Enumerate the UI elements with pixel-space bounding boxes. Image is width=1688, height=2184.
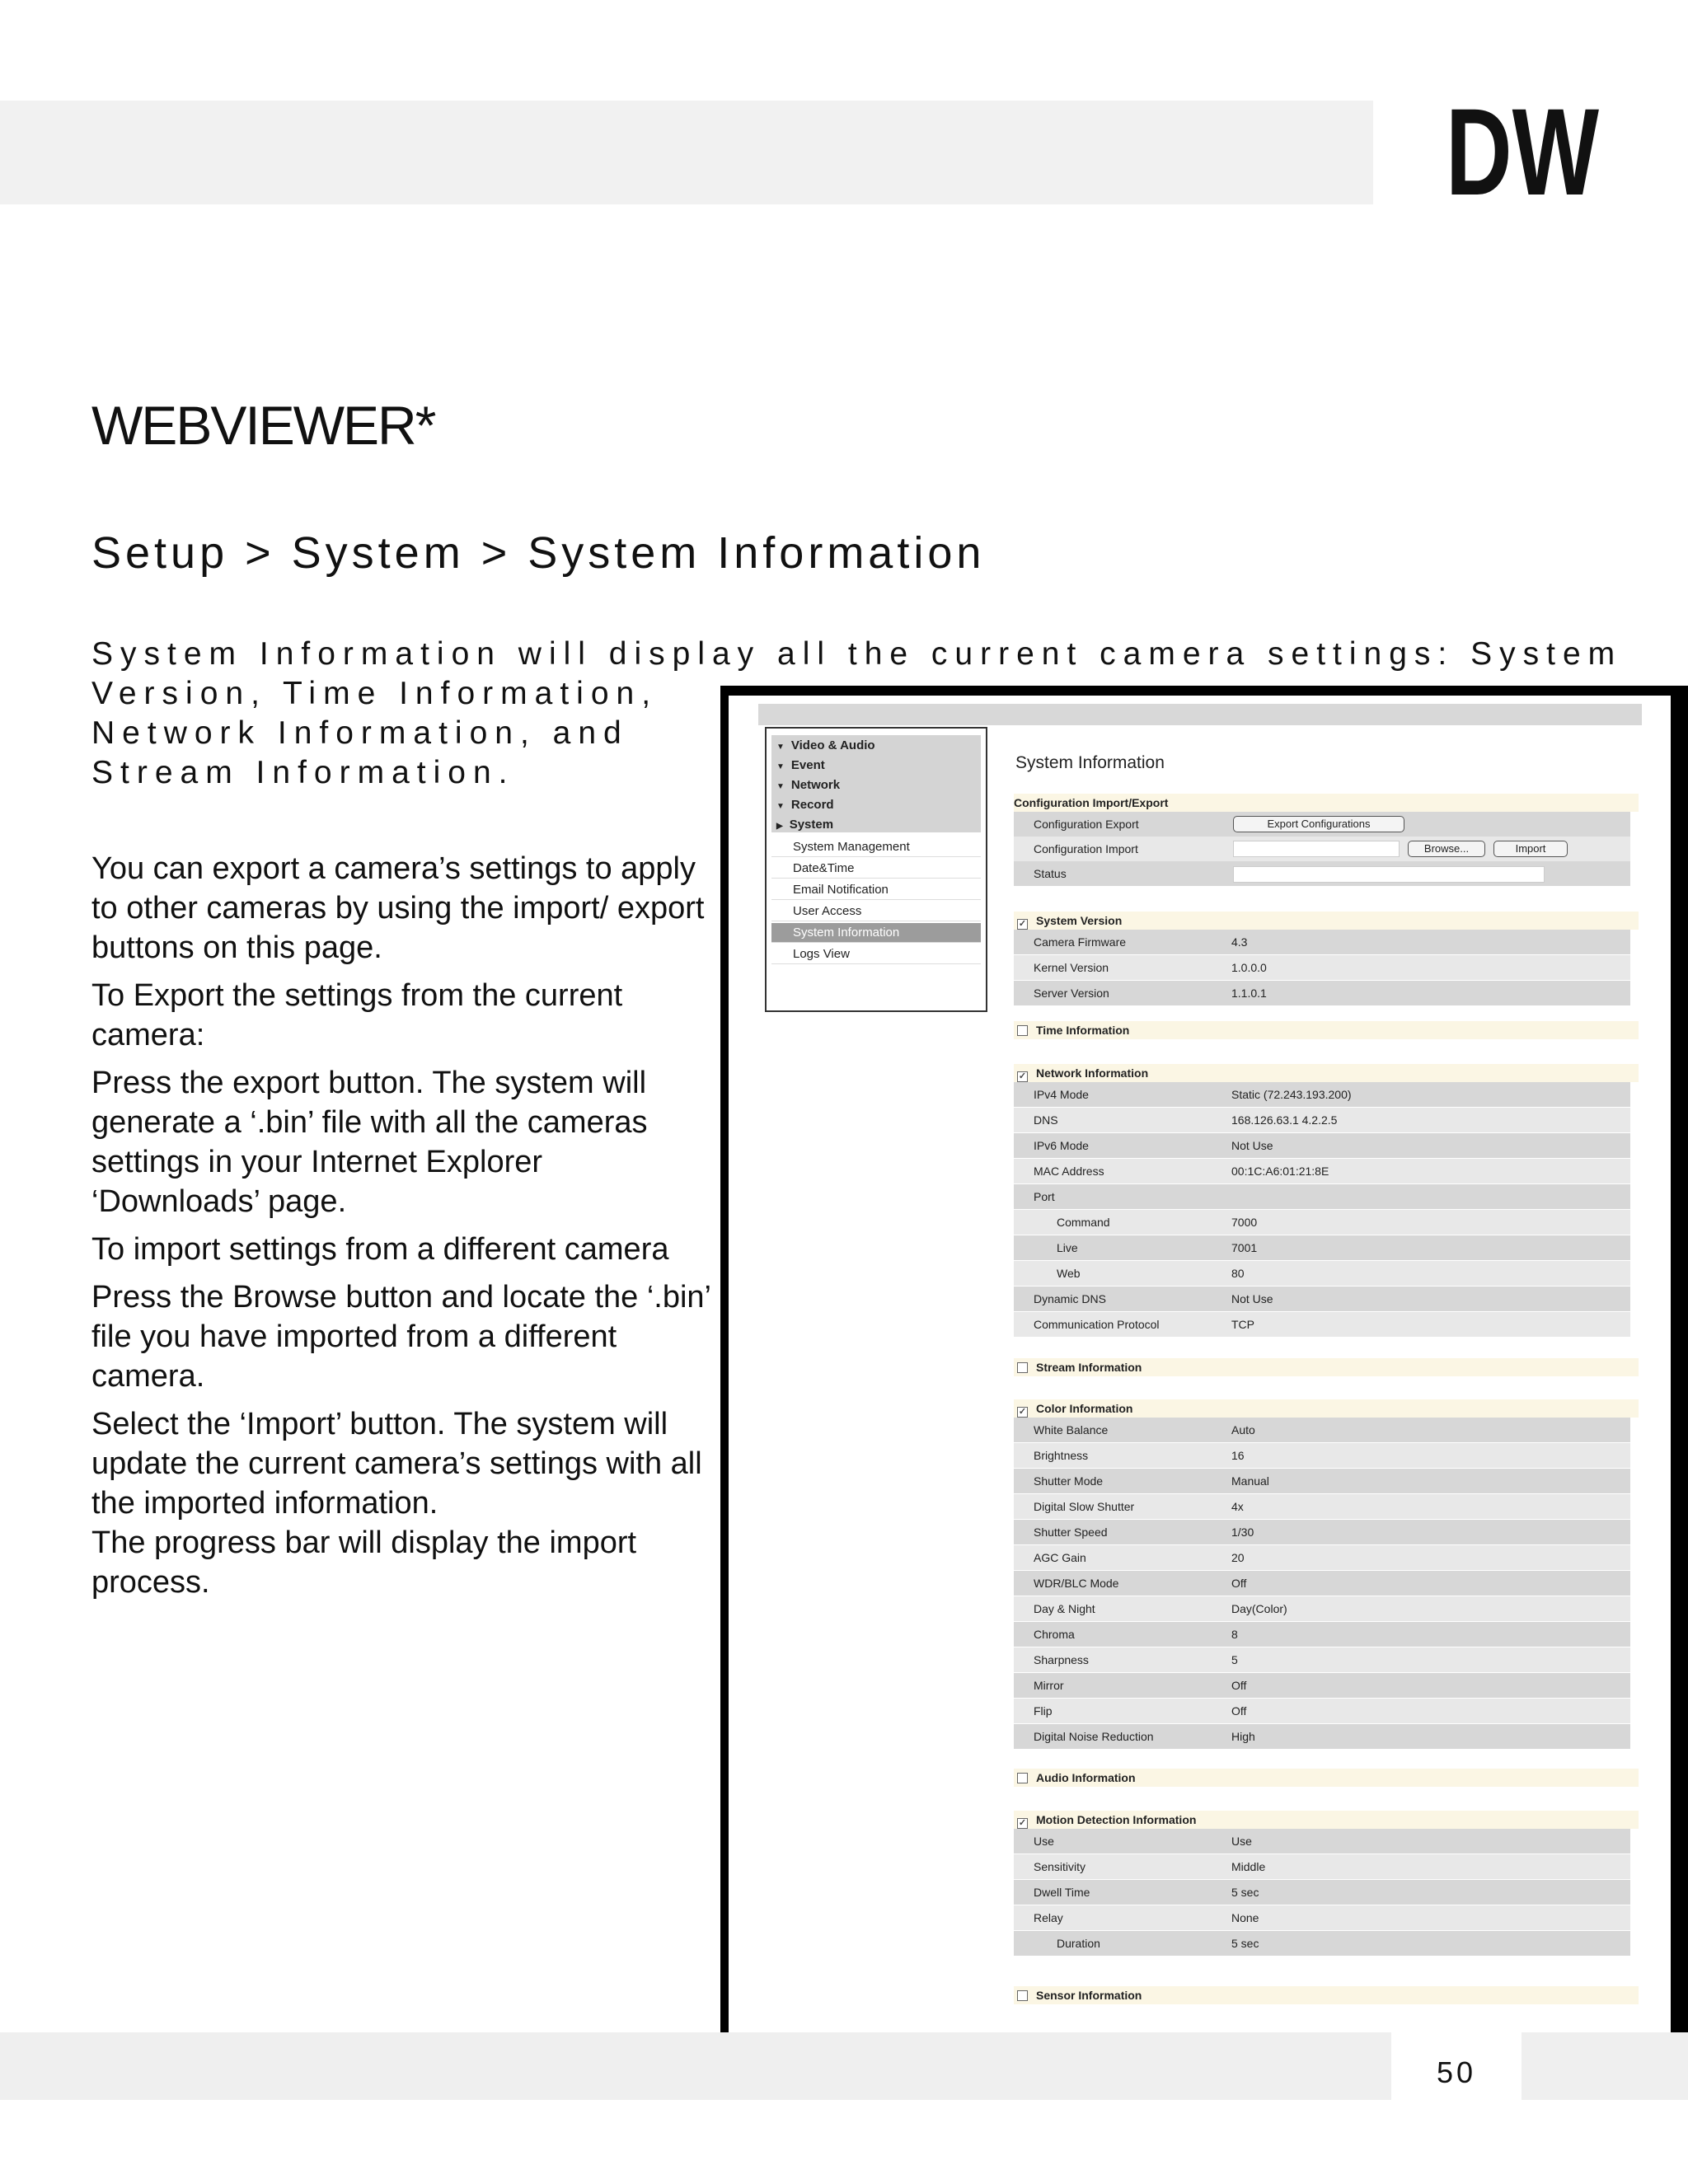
audio-heading: Audio Information [1014, 1769, 1639, 1787]
info-value: 5 sec [1231, 1937, 1259, 1950]
info-row [1014, 1571, 1630, 1596]
import-button[interactable]: Import [1493, 841, 1568, 857]
info-value: Not Use [1231, 1139, 1273, 1152]
sub-item-user-access[interactable]: User Access [771, 902, 981, 921]
menu-item-system[interactable]: ▶ System [776, 818, 834, 832]
info-label: Camera Firmware [1034, 935, 1127, 949]
paragraph: Press the export button. The system will generate a ‘.bin’ file with all the cameras settings in your Internet Explorer ‘Downloads’ page. [91, 1066, 648, 1219]
webviewer-screenshot [720, 686, 1688, 2057]
dw-logo-icon [1444, 82, 1601, 221]
info-value: High [1231, 1730, 1255, 1743]
info-row [1014, 1596, 1630, 1621]
info-value: 4x [1231, 1500, 1244, 1513]
info-row [1014, 1418, 1630, 1442]
info-label: Live [1057, 1241, 1078, 1254]
info-label: Brightness [1034, 1449, 1089, 1462]
info-row [1014, 955, 1630, 980]
info-value: 00:1C:A6:01:21:8E [1231, 1165, 1329, 1178]
intro-line: Network Information, and [91, 715, 629, 751]
arrow-down-icon: ▼ [776, 743, 785, 752]
motion-checkbox[interactable]: ✓ [1018, 1818, 1027, 1828]
info-value: 1.0.0.0 [1231, 961, 1267, 974]
info-value: Not Use [1231, 1292, 1273, 1305]
sub-item-system-management[interactable]: System Management [771, 837, 981, 857]
motion-heading: ✓ Motion Detection Information [1014, 1811, 1639, 1829]
sub-item-logs-view[interactable]: Logs View [771, 944, 981, 964]
info-value: 20 [1231, 1551, 1245, 1564]
config-heading: Configuration Import/Export [1014, 794, 1639, 812]
info-row [1014, 1261, 1630, 1286]
info-value: 1.1.0.1 [1231, 987, 1267, 1000]
info-label: DNS [1034, 1113, 1058, 1127]
paragraph: The progress bar will display the import process. [91, 1526, 637, 1600]
time-heading: Time Information [1014, 1021, 1639, 1039]
info-row [1014, 1647, 1630, 1672]
color-checkbox[interactable]: ✓ [1018, 1407, 1027, 1417]
paragraph: Press the Browse button and locate the ‘.bin’ file you have imported from a different camera. [91, 1280, 710, 1394]
info-value: 1/30 [1231, 1526, 1254, 1539]
info-row [1014, 1724, 1630, 1749]
file-path-input[interactable] [1233, 841, 1400, 857]
page-title: WEBVIEWER* [91, 395, 435, 456]
info-row [1014, 1854, 1630, 1879]
info-value: Off [1231, 1577, 1247, 1590]
info-label: Port [1034, 1190, 1055, 1203]
export-configurations-button[interactable]: Export Configurations [1233, 816, 1404, 832]
info-value: Manual [1231, 1474, 1269, 1488]
intro-line: Stream Information. [91, 755, 515, 790]
info-label: WDR/BLC Mode [1034, 1577, 1119, 1590]
info-value: 7001 [1231, 1241, 1258, 1254]
info-label: Dwell Time [1034, 1886, 1090, 1899]
info-value: 5 sec [1231, 1886, 1259, 1899]
info-value: 168.126.63.1 4.2.2.5 [1231, 1113, 1338, 1127]
import-progress-bar [1233, 866, 1545, 883]
arrow-down-icon: ▼ [776, 782, 785, 791]
page-number: 50 [1436, 2055, 1477, 2089]
info-label: Kernel Version [1034, 961, 1109, 974]
info-label: Sharpness [1034, 1653, 1089, 1666]
menu-item-record[interactable]: ▼ Record [776, 798, 834, 812]
info-row [1014, 1286, 1630, 1311]
info-row [1014, 1829, 1630, 1854]
info-label: Day & Night [1034, 1602, 1095, 1615]
info-value: Day(Color) [1231, 1602, 1287, 1615]
config-export-row: Configuration Export Export Configurations [1014, 812, 1630, 837]
info-value: 8 [1231, 1628, 1238, 1641]
browse-button[interactable]: Browse... [1408, 841, 1485, 857]
sub-item-system-information[interactable]: System Information [771, 923, 981, 943]
info-row [1014, 1235, 1630, 1260]
info-label: Mirror [1034, 1679, 1064, 1692]
paragraph: To import settings from a different camera [91, 1232, 669, 1267]
panel-title: System Information [1015, 753, 1165, 772]
info-row [1014, 1905, 1630, 1930]
info-row [1014, 1673, 1630, 1698]
color-heading: ✓ Color Information [1014, 1399, 1639, 1418]
info-label: Communication Protocol [1034, 1318, 1160, 1331]
info-label: Sensitivity [1034, 1860, 1086, 1873]
info-value: Off [1231, 1679, 1247, 1692]
info-value: Static (72.243.193.200) [1231, 1088, 1352, 1101]
menu-item-network[interactable]: ▼ Network [776, 778, 841, 792]
network-heading: ✓ Network Information [1014, 1064, 1639, 1082]
menu-item-event[interactable]: ▼ Event [776, 758, 825, 772]
status-row: Status [1014, 861, 1630, 886]
sub-item-date-time[interactable]: Date&Time [771, 859, 981, 879]
stream-heading: Stream Information [1014, 1358, 1639, 1376]
arrow-down-icon: ▼ [776, 762, 785, 771]
info-value: Off [1231, 1704, 1247, 1718]
info-row [1014, 1880, 1630, 1905]
info-row [1014, 1545, 1630, 1570]
info-value: Middle [1231, 1860, 1266, 1873]
info-label: Shutter Speed [1034, 1526, 1108, 1539]
time-checkbox[interactable] [1017, 1025, 1028, 1036]
info-row [1014, 1082, 1630, 1107]
info-label: MAC Address [1034, 1165, 1104, 1178]
info-row [1014, 1108, 1630, 1132]
system-version-heading: ✓ System Version [1014, 912, 1639, 930]
info-row [1014, 1210, 1630, 1235]
info-label: Digital Slow Shutter [1034, 1500, 1135, 1513]
info-label: Web [1057, 1267, 1081, 1280]
info-row [1014, 1699, 1630, 1723]
breadcrumb: Setup > System > System Information [91, 528, 986, 578]
info-label: AGC Gain [1034, 1551, 1086, 1564]
info-row [1014, 981, 1630, 1005]
system-version-checkbox[interactable]: ✓ [1018, 919, 1027, 929]
info-label: Command [1057, 1216, 1110, 1229]
info-value: Use [1231, 1835, 1252, 1848]
instructions [91, 849, 718, 1610]
config-import-row: Configuration Import Browse... Import [1014, 837, 1630, 861]
info-row [1014, 1443, 1630, 1468]
screenshot-inner [729, 696, 1671, 2034]
menu-item-video-audio[interactable]: ▼ Video & Audio [776, 738, 875, 752]
info-value: Auto [1231, 1423, 1255, 1436]
paragraph: You can export a camera’s settings to apply to other cameras by using the import/ export buttons on this page. [91, 851, 705, 965]
paragraph: Select the ‘Import’ button. The system will update the current camera’s settings with all the imported information. [91, 1407, 702, 1521]
network-checkbox[interactable]: ✓ [1018, 1071, 1027, 1081]
screenshot-topbar [758, 704, 1642, 725]
info-label: Chroma [1034, 1628, 1075, 1641]
info-value: 80 [1231, 1267, 1245, 1280]
info-row [1014, 1469, 1630, 1493]
stream-checkbox[interactable] [1017, 1362, 1028, 1373]
info-label: Digital Noise Reduction [1034, 1730, 1154, 1743]
arrow-down-icon: ▼ [776, 802, 785, 811]
info-row [1014, 1159, 1630, 1183]
info-label: Use [1034, 1835, 1054, 1848]
info-label: Flip [1034, 1704, 1053, 1718]
sensor-heading: Sensor Information [1014, 1986, 1639, 2004]
audio-checkbox[interactable] [1017, 1773, 1028, 1783]
info-label: White Balance [1034, 1423, 1109, 1436]
info-label: Server Version [1034, 987, 1109, 1000]
info-row [1014, 1622, 1630, 1647]
sensor-checkbox[interactable] [1017, 1990, 1028, 2001]
info-label: Relay [1034, 1911, 1063, 1924]
info-label: Shutter Mode [1034, 1474, 1104, 1488]
info-row [1014, 930, 1630, 954]
info-row [1014, 1133, 1630, 1158]
info-label: IPv6 Mode [1034, 1139, 1089, 1152]
info-value: 5 [1231, 1653, 1238, 1666]
intro-line: Version, Time Information, [91, 676, 659, 711]
info-row [1014, 1520, 1630, 1544]
header-band [0, 101, 1373, 204]
arrow-right-icon: ▶ [776, 822, 783, 831]
info-value: 7000 [1231, 1216, 1258, 1229]
info-label: Dynamic DNS [1034, 1292, 1106, 1305]
info-row [1014, 1184, 1630, 1209]
info-value: None [1231, 1911, 1259, 1924]
info-row [1014, 1494, 1630, 1519]
setup-menu [765, 727, 987, 1012]
intro-line: System Information will display all the current camera settings: System [91, 636, 1623, 672]
info-row [1014, 1312, 1630, 1337]
info-label: IPv4 Mode [1034, 1088, 1089, 1101]
info-row [1014, 1931, 1630, 1956]
info-value: 16 [1231, 1449, 1245, 1462]
info-value: 4.3 [1231, 935, 1248, 949]
paragraph: To Export the settings from the current camera: [91, 978, 623, 1052]
info-label: Duration [1057, 1937, 1100, 1950]
info-value: TCP [1231, 1318, 1254, 1331]
logo-text: DW [1446, 82, 1600, 221]
sub-item-email-notification[interactable]: Email Notification [771, 880, 981, 900]
